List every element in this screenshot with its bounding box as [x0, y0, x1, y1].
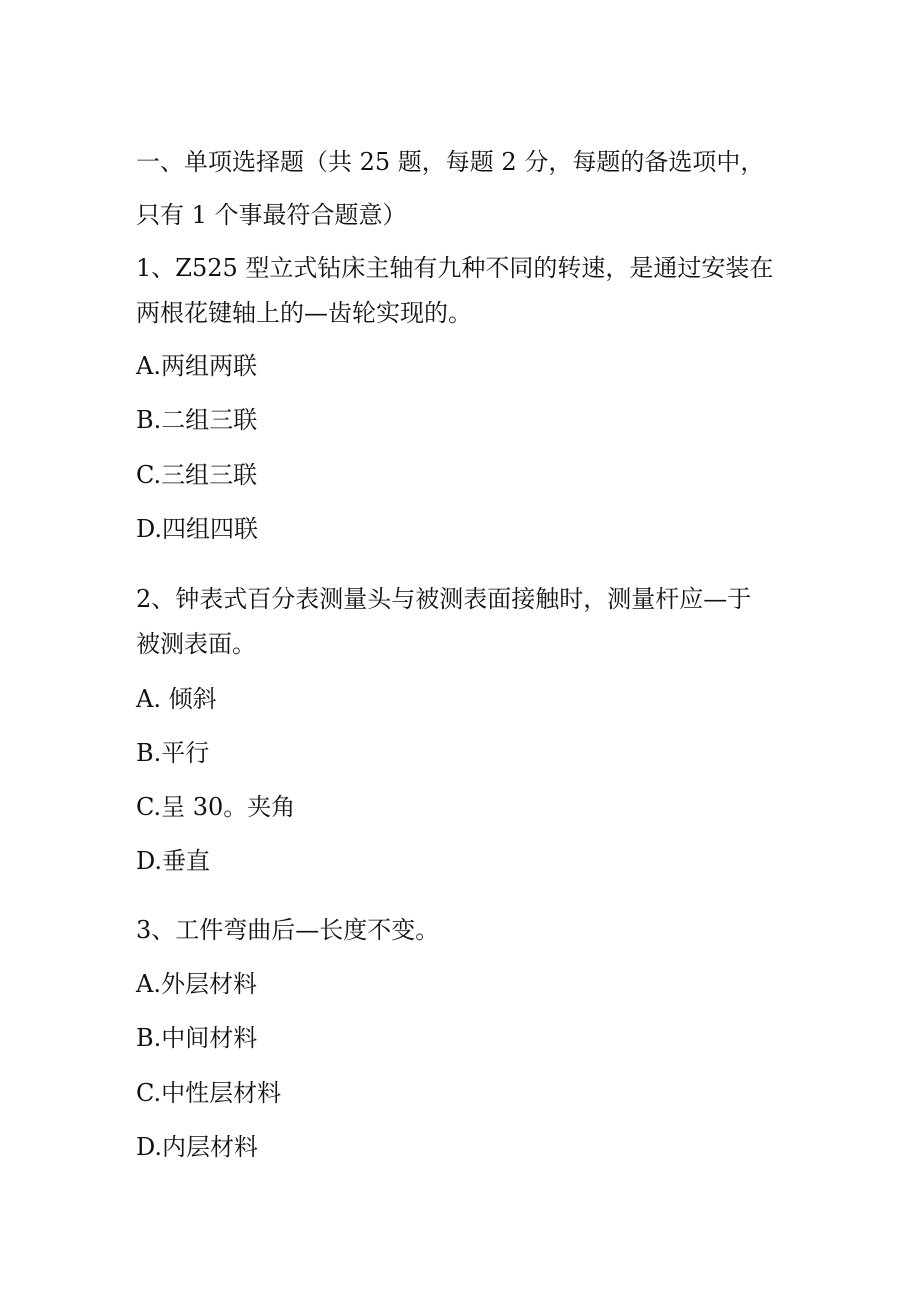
- question-1-stem-line-1: 1、Z525 型立式钻床主轴有九种不同的转速，是通过安装在: [136, 254, 774, 282]
- question-1-option-a: A.两组两联: [136, 352, 257, 380]
- question-3-option-c: C.中性层材料: [136, 1079, 282, 1107]
- question-2-stem-line-2: 被测表面。: [136, 630, 256, 658]
- section-heading-line-2: 只有 1 个事最符合题意）: [136, 201, 407, 229]
- question-3-option-a: A.外层材料: [136, 970, 257, 998]
- question-1-option-c: C.三组三联: [136, 461, 258, 489]
- question-2-stem-line-1: 2、钟表式百分表测量头与被测表面接触时，测量杆应—于: [136, 585, 752, 613]
- question-3-option-d: D.内层材料: [136, 1133, 259, 1161]
- question-2-option-c: C.呈 30。夹角: [136, 793, 296, 821]
- question-2-option-d: D.垂直: [136, 847, 211, 875]
- question-2-option-a: A. 倾斜: [136, 685, 217, 713]
- section-heading-line-1: 一、单项选择题（共 25 题，每题 2 分，每题的备选项中，: [136, 148, 765, 176]
- question-3-option-b: B.中间材料: [136, 1024, 258, 1052]
- question-1-option-b: B.二组三联: [136, 406, 258, 434]
- question-1-option-d: D.四组四联: [136, 515, 259, 543]
- question-1-stem-line-2: 两根花键轴上的—齿轮实现的。: [136, 299, 472, 327]
- question-3-stem: 3、工件弯曲后—长度不变。: [136, 916, 440, 944]
- question-2-option-b: B.平行: [136, 739, 210, 767]
